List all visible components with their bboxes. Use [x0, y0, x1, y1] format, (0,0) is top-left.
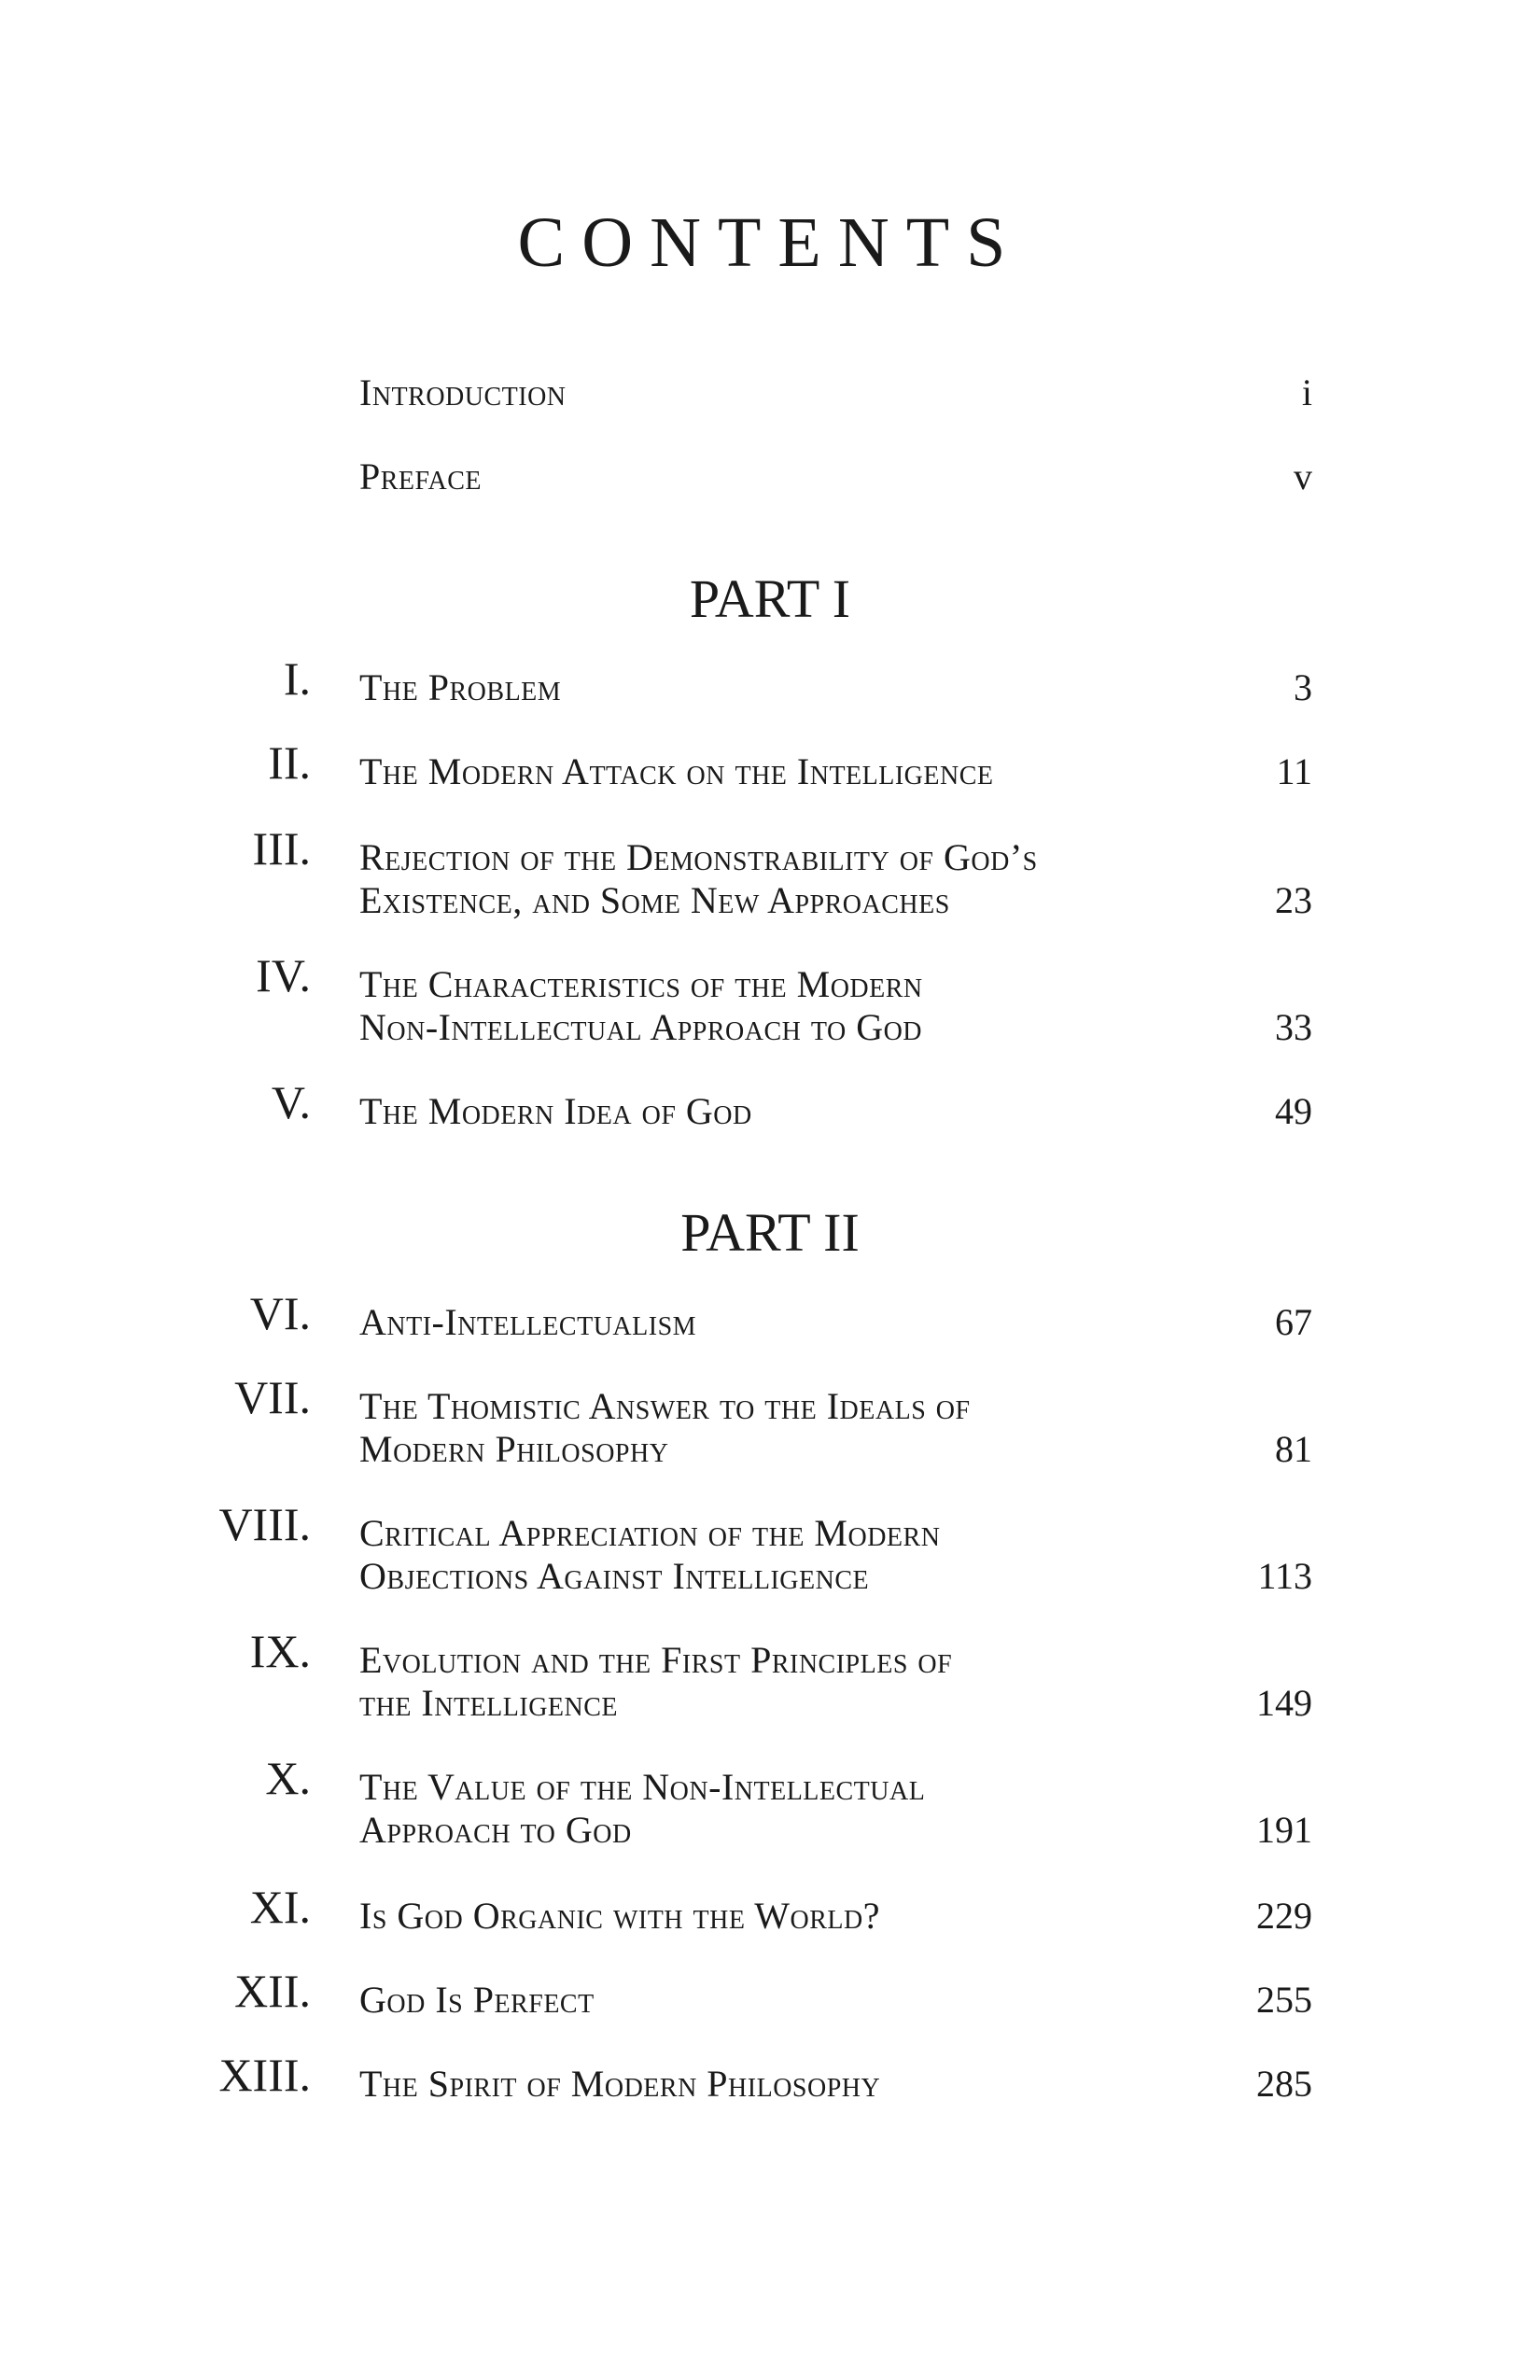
- entry-title: [359, 1301, 1199, 1344]
- entry-page-number: 149: [1256, 1682, 1312, 1724]
- part-heading: PART II: [680, 1202, 860, 1263]
- entry-page-number: 229: [1256, 1895, 1312, 1937]
- entry-page-number: 67: [1275, 1301, 1312, 1343]
- entry-title-line: The Problem: [359, 666, 562, 708]
- entry-title: [359, 455, 1199, 498]
- entry-title-line: Preface: [359, 455, 483, 497]
- entry-title-line: Critical Appreciation of the Modern: [359, 1512, 941, 1554]
- entry-title: [359, 2063, 1199, 2106]
- entry-title: [359, 1766, 1199, 1852]
- entry-title-line: Is God Organic with the World?: [359, 1895, 880, 1937]
- chapter-number: VI.: [249, 1287, 311, 1339]
- entry-title-line: The Spirit of Modern Philosophy: [359, 2063, 881, 2105]
- entry-page-number: 113: [1257, 1555, 1312, 1597]
- chapter-number: II.: [268, 736, 311, 789]
- entry-title: [359, 836, 1199, 922]
- chapter-number: XI.: [249, 1881, 311, 1933]
- entry-title-line: Evolution and the First Principles of: [359, 1639, 953, 1681]
- chapter-number: VII.: [234, 1371, 311, 1423]
- chapter-number: I.: [283, 652, 311, 705]
- entry-title: [359, 963, 1199, 1049]
- entry-page-number: 285: [1256, 2063, 1312, 2105]
- entry-title: [359, 1979, 1199, 2022]
- chapter-number: IX.: [249, 1625, 311, 1677]
- entry-title-line: Anti-Intellectualism: [359, 1301, 697, 1343]
- entry-title-line: the Intelligence: [359, 1682, 619, 1724]
- entry-title: [359, 1512, 1199, 1598]
- entry-page-number: 33: [1275, 1006, 1312, 1048]
- entry-title-line: Approach to God: [359, 1809, 632, 1851]
- part-heading: PART I: [689, 568, 851, 629]
- entry-title: [359, 666, 1199, 709]
- entry-page-number: 3: [1294, 666, 1312, 708]
- entry-page-number: 49: [1275, 1090, 1312, 1132]
- entry-title-line: Modern Philosophy: [359, 1428, 669, 1470]
- entry-title-line: Existence, and Some New Approaches: [359, 879, 950, 921]
- entry-title: [359, 1090, 1199, 1133]
- entry-title-line: Non-Intellectual Approach to God: [359, 1006, 923, 1048]
- entry-page-number: 11: [1276, 750, 1312, 792]
- chapter-number: XII.: [234, 1965, 311, 2017]
- chapter-number: X.: [265, 1752, 311, 1804]
- entry-title-line: The Thomistic Answer to the Ideals of: [359, 1385, 971, 1427]
- entry-page-number: 23: [1275, 879, 1312, 921]
- entry-title: [359, 750, 1199, 793]
- entry-title: [359, 1895, 1199, 1938]
- entry-title-line: God Is Perfect: [359, 1979, 595, 2021]
- entry-title-line: The Modern Attack on the Intelligence: [359, 750, 994, 792]
- entry-page-number: i: [1301, 371, 1312, 413]
- entry-title: [359, 1639, 1199, 1725]
- entry-title-line: The Modern Idea of God: [359, 1090, 752, 1132]
- entry-page-number: v: [1294, 455, 1312, 497]
- page-title: CONTENTS: [517, 203, 1023, 282]
- chapter-number: V.: [271, 1076, 311, 1128]
- entry-title-line: The Characteristics of the Modern: [359, 963, 923, 1005]
- chapter-number: III.: [252, 822, 311, 875]
- entry-page-number: 191: [1256, 1809, 1312, 1851]
- chapter-number: XIII.: [218, 2049, 311, 2101]
- entry-title-line: The Value of the Non-Intellectual: [359, 1766, 926, 1808]
- entry-title-line: Rejection of the Demonstrability of God’s: [359, 836, 1038, 878]
- entry-title-line: Objections Against Intelligence: [359, 1555, 870, 1597]
- entry-title-line: Introduction: [359, 371, 567, 413]
- chapter-number: VIII.: [218, 1498, 311, 1550]
- entry-page-number: 255: [1256, 1979, 1312, 2021]
- chapter-number: IV.: [256, 949, 311, 1001]
- entry-page-number: 81: [1275, 1428, 1312, 1470]
- entry-title: [359, 1385, 1199, 1471]
- entry-title: [359, 371, 1199, 414]
